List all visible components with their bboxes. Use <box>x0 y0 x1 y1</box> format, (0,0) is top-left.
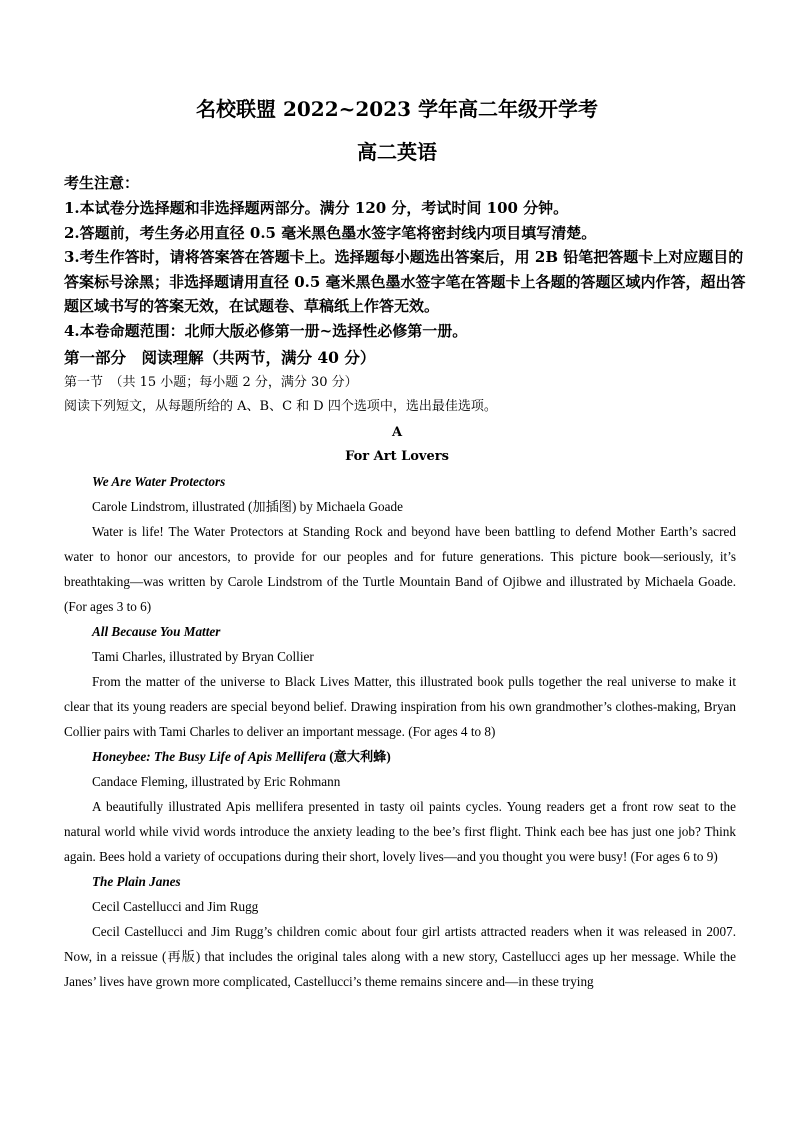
book-byline: Tami Charles, illustrated by Bryan Collier <box>92 649 314 664</box>
notice-item: 3.考生作答时，请将答案答在答题卡上。选择题每小题选出答案后，用 2B 铅笔把答题卡上对应题目的答案标号涂黑；非选择题请用直径 0.5 毫米黑色墨水签字笔在答题卡上各题的答题区域内作答，超出答题区域书写的答案无效，在试题卷、草稿纸上作答无效。 <box>64 248 746 315</box>
notice-list <box>64 196 754 343</box>
section-heading: 第一节 （共 15 小题；每小题 2 分，满分 30 分） <box>64 375 358 390</box>
book-title-text: We Are Water Protectors <box>92 474 226 489</box>
exam-title: 名校联盟 2022~2023 学年高二年级开学考 <box>195 97 598 121</box>
book-byline: Candace Fleming, illustrated by Eric Rohmann <box>92 774 341 789</box>
book-description: From the matter of the universe to Black Lives Matter, this illustrated book pulls together the real universe to make it clear that its young readers are special beyond belief. Drawing inspiration from his own grandmother’s clothes-making, Bryan Collier pairs with Tami Charles to deliver an important message. (For ages 4 to 8) <box>64 674 736 739</box>
passage-title: For Art Lovers <box>345 449 449 464</box>
notice-item: 1.本试卷分选择题和非选择题两部分。满分 120 分，考试时间 100 分钟。 <box>64 199 569 217</box>
book-title <box>64 744 736 769</box>
notice-heading: 考生注意： <box>64 174 140 192</box>
instruction-text: 阅读下列短文，从每题所给的 A、B、C 和 D 四个选项中，选出最佳选项。 <box>64 399 497 414</box>
book-description: Cecil Castellucci and Jim Rugg’s children comic about four girl artists attracted readers when it was released in 2007. Now, in a reissue (再版) that includes the original tales along with a new story, Castellucci ages up her message. While the Janes’ lives have grown more complicated, Castellucci’s theme remains sincere and—in these trying <box>64 924 736 989</box>
book-title <box>64 869 736 894</box>
book-byline: Cecil Castellucci and Jim Rugg <box>92 899 259 914</box>
book-title-text: The Plain Janes <box>92 874 181 889</box>
book-title <box>64 619 736 644</box>
book-title-text: All Because You Matter <box>92 624 221 639</box>
passage-letter: A <box>391 425 403 440</box>
notice-item: 4.本卷命题范围：北师大版必修第一册~选择性必修第一册。 <box>64 321 468 340</box>
book-title-note: (意大利蜂) <box>325 749 391 764</box>
notice-item: 2.答题前，考生务必用直径 0.5 毫米黑色墨水签字笔将密封线内项目填写清楚。 <box>64 223 597 242</box>
exam-subtitle: 高二英语 <box>357 140 437 164</box>
book-title-text: Honeybee: The Busy Life of Apis Mellifera <box>92 749 326 764</box>
book-byline: Carole Lindstrom, illustrated (加插图) by Michaela Goade <box>92 499 403 514</box>
passage-body <box>64 469 736 994</box>
book-description: Water is life! The Water Protectors at Standing Rock and beyond have been battling to defend Mother Earth’s sacred water to honor our ancestors, to provide for our peoples and for future generations. This picture book—seriously, it’s breathtaking—was written by Carole Lindstrom of the Turtle Mountain Band of Ojibwe and illustrated by Michaela Goade. (For ages 3 to 6) <box>64 524 736 614</box>
book-title <box>64 469 736 494</box>
book-description: A beautifully illustrated Apis mellifera presented in tasty oil paints cycles. Young readers get a front row seat to the natural world while vivid words introduce the anxiety leading to the bee’s first flight. Think each bee has just one job? Think again. Bees hold a variety of occupations during their short, lovely lives—and you thought you were busy! (For ages 6 to 9) <box>64 799 736 864</box>
part-heading: 第一部分 阅读理解（共两节，满分 40 分） <box>64 348 376 367</box>
